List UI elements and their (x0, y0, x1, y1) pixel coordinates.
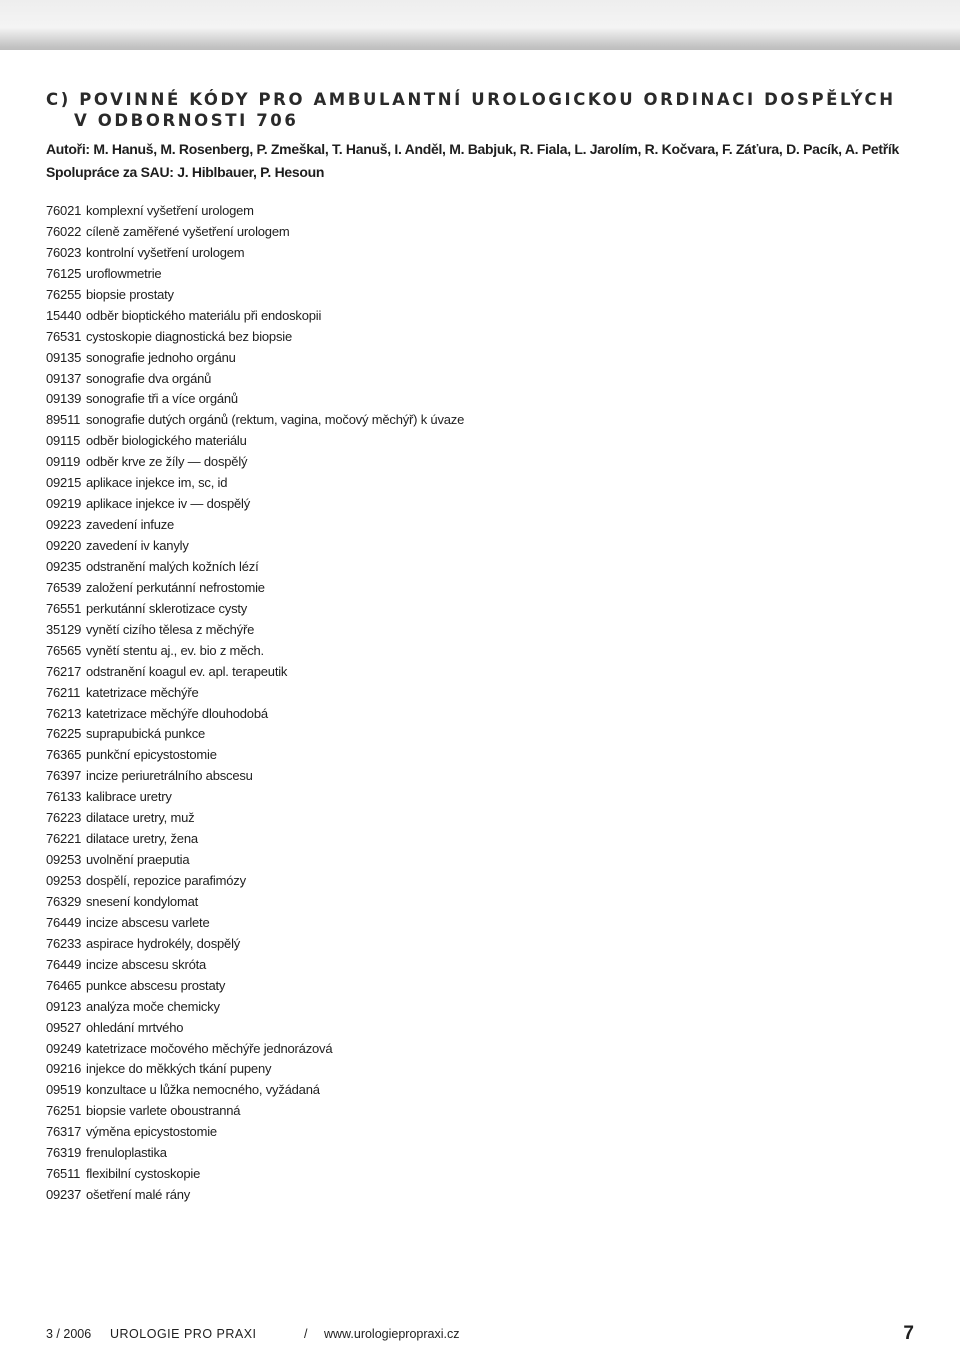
section-title-line-2: V ODBORNOSTI 706 (74, 111, 299, 130)
code-row (46, 536, 926, 557)
procedure-code: 76021 (46, 203, 82, 218)
procedure-code: 76317 (46, 1124, 82, 1140)
procedure-description: injekce do měkkých tkání pupeny (86, 1061, 272, 1077)
procedure-code: 76319 (46, 1145, 82, 1161)
procedure-description: ohledání mrtvého (86, 1019, 184, 1035)
procedure-code: 76255 (46, 286, 82, 302)
procedure-code: 09220 (46, 538, 82, 553)
code-row (46, 1164, 926, 1185)
procedure-description: odběr krve ze žíly — dospělý (86, 454, 248, 470)
procedure-code: 76449 (46, 914, 82, 930)
procedure-code: 76551 (46, 600, 82, 616)
section-title-line-1: C) POVINNÉ KÓDY PRO AMBULANTNÍ UROLOGICKOU ORDINACI DOSPĚLÝCH (46, 90, 896, 109)
procedure-code: 76225 (46, 726, 82, 742)
procedure-description: založení perkutánní nefrostomie (86, 579, 265, 595)
procedure-code: 76233 (46, 935, 82, 951)
procedure-description: suprapubická punkce (86, 726, 206, 742)
procedure-code: 09139 (46, 391, 82, 407)
procedure-description: punkce abscesu prostaty (86, 977, 226, 993)
procedure-code: 76223 (46, 810, 82, 826)
procedure-description: odběr biologického materiálu (86, 433, 247, 449)
code-row (46, 285, 926, 306)
code-row (46, 452, 926, 473)
procedure-description: sonografie dva orgánů (86, 370, 212, 386)
procedure-code: 76449 (46, 956, 82, 972)
footer-journal: UROLOGIE PRO PRAXI (110, 1327, 257, 1341)
code-row (46, 1018, 926, 1039)
procedure-code: 09123 (46, 998, 82, 1014)
procedure-code: 76465 (46, 977, 82, 993)
header-band (0, 0, 960, 50)
code-row (46, 745, 926, 766)
procedure-description: výměna epicystostomie (86, 1124, 217, 1140)
code-row (46, 1059, 926, 1080)
code-row (46, 1122, 926, 1143)
procedure-code: 09519 (46, 1082, 82, 1098)
code-row (46, 369, 926, 390)
procedure-description: dilatace uretry, žena (86, 831, 198, 847)
code-row (46, 557, 926, 578)
procedure-description: aplikace injekce im, sc, id (86, 475, 228, 491)
procedure-code: 35129 (46, 621, 82, 637)
procedure-code: 76565 (46, 642, 82, 658)
procedure-code: 15440 (46, 307, 82, 323)
procedure-description: kalibrace uretry (86, 789, 172, 805)
code-row (46, 641, 926, 662)
code-row (46, 494, 926, 515)
procedure-description: aplikace injekce iv — dospělý (86, 496, 251, 512)
code-row (46, 871, 926, 892)
code-row (46, 1101, 926, 1122)
procedure-code: 76511 (46, 1166, 81, 1182)
procedure-code: 09253 (46, 852, 82, 868)
procedure-description: incize abscesu skróta (86, 956, 207, 972)
procedure-description: sonografie tři a více orgánů (86, 391, 238, 407)
code-row (46, 704, 926, 725)
procedure-description: flexibilní cystoskopie (86, 1166, 201, 1182)
procedure-code: 76211 (46, 684, 81, 700)
authors-block (46, 138, 926, 184)
code-row (46, 599, 926, 620)
procedure-code: 76365 (46, 747, 82, 763)
code-row (46, 1039, 926, 1060)
procedure-description: biopsie prostaty (86, 286, 174, 302)
procedure-code: 76133 (46, 789, 82, 805)
code-row (46, 724, 926, 745)
code-row (46, 976, 926, 997)
procedure-code: 76221 (46, 831, 82, 847)
procedure-description: odstranění koagul ev. apl. terapeutik (86, 663, 288, 679)
procedure-code: 09115 (46, 433, 81, 449)
procedure-description: biopsie varlete oboustranná (86, 1103, 241, 1119)
procedure-code: 76251 (46, 1103, 82, 1119)
section-title (46, 89, 926, 131)
code-row (46, 473, 926, 494)
procedure-description: incize periuretrálního abscesu (86, 768, 253, 784)
footer-url-link[interactable]: www.urologiepropraxi.cz (324, 1327, 460, 1341)
code-row (46, 327, 926, 348)
code-row (46, 913, 926, 934)
code-row (46, 850, 926, 871)
procedure-description: incize abscesu varlete (86, 914, 210, 930)
procedure-code: 76531 (46, 328, 82, 344)
code-row (46, 662, 926, 683)
page-footer (46, 1323, 914, 1344)
procedure-description: katetrizace měchýře dlouhodobá (86, 705, 268, 721)
procedure-code: 09135 (46, 349, 82, 365)
procedure-description: komplexní vyšetření urologem (86, 203, 254, 218)
procedure-code: 76125 (46, 265, 82, 281)
procedure-code: 89511 (46, 412, 81, 428)
page-number: 7 (903, 1323, 914, 1344)
procedure-description: cíleně zaměřené vyšetření urologem (86, 223, 290, 239)
authors-line: Autoři: M. Hanuš, M. Rosenberg, P. Zmeškal, T. Hanuš, I. Anděl, M. Babjuk, R. Fiala, L. Jarolím, R. Kočvara, F. Záťura, D. Pacík, A. Petřík (46, 141, 899, 157)
procedure-code: 76539 (46, 579, 82, 595)
procedure-description: odběr bioptického materiálu při endoskopii (86, 307, 322, 323)
procedure-description: dilatace uretry, muž (86, 810, 195, 826)
procedure-description: analýza moče chemicky (86, 998, 220, 1014)
procedure-code: 09215 (46, 475, 82, 491)
procedure-code: 09235 (46, 558, 82, 574)
procedure-description: katetrizace měchýře (86, 684, 199, 700)
code-row (46, 264, 926, 285)
code-row (46, 243, 926, 264)
code-row (46, 410, 926, 431)
procedure-code: 76022 (46, 223, 82, 239)
code-row (46, 515, 926, 536)
procedure-code: 09137 (46, 370, 82, 386)
procedure-description: frenuloplastika (86, 1145, 167, 1161)
procedure-description: cystoskopie diagnostická bez biopsie (86, 328, 292, 344)
code-row (46, 1185, 926, 1206)
procedure-description: kontrolní vyšetření urologem (86, 244, 245, 260)
procedure-description: vynětí stentu aj., ev. bio z měch. (86, 642, 264, 658)
code-row (46, 892, 926, 913)
procedure-code: 09249 (46, 1040, 82, 1056)
code-row (46, 222, 926, 243)
code-row (46, 620, 926, 641)
procedure-code: 09253 (46, 873, 82, 888)
procedure-description: uvolnění praeputia (86, 852, 190, 868)
code-row (46, 306, 926, 327)
procedure-code: 09223 (46, 517, 82, 533)
procedure-description: sonografie jednoho orgánu (86, 349, 236, 365)
procedure-description: uroflowmetrie (86, 265, 162, 281)
code-row (46, 201, 926, 222)
procedure-description: aspirace hydrokély, dospělý (86, 935, 241, 951)
procedure-description: punkční epicystostomie (86, 747, 217, 763)
procedure-description: perkutánní sklerotizace cysty (86, 600, 248, 616)
code-row (46, 766, 926, 787)
procedure-code: 09216 (46, 1061, 82, 1077)
procedure-code: 76397 (46, 768, 82, 784)
procedure-code: 76023 (46, 244, 82, 260)
code-row (46, 578, 926, 599)
procedure-description: katetrizace močového měchýře jednorázová (86, 1040, 333, 1056)
procedure-code: 09119 (46, 454, 81, 470)
procedure-description: snesení kondylomat (86, 893, 199, 909)
code-row (46, 683, 926, 704)
code-row (46, 431, 926, 452)
procedure-description: konzultace u lůžka nemocného, vyžádaná (86, 1082, 320, 1098)
code-row (46, 808, 926, 829)
code-row (46, 389, 926, 410)
procedure-code: 09219 (46, 496, 82, 512)
code-row (46, 955, 926, 976)
procedure-description: odstranění malých kožních lézí (86, 558, 259, 574)
code-row (46, 829, 926, 850)
cooperation-line: Spolupráce za SAU: J. Hiblbauer, P. Hesoun (46, 164, 325, 180)
procedure-code: 76329 (46, 893, 82, 909)
procedure-code: 76217 (46, 663, 82, 679)
procedure-code: 09237 (46, 1187, 82, 1203)
procedure-description: dospělí, repozice parafimózy (86, 873, 246, 888)
code-row (46, 934, 926, 955)
footer-issue: 3 / 2006 (46, 1327, 92, 1341)
procedure-code: 09527 (46, 1019, 82, 1035)
procedure-code: 76213 (46, 705, 82, 721)
procedure-description: sonografie dutých orgánů (rektum, vagina, močový měchýř) k úvaze (86, 412, 465, 428)
code-row (46, 997, 926, 1018)
procedure-description: ošetření malé rány (86, 1187, 191, 1203)
procedure-description: vynětí cizího tělesa z měchýře (86, 621, 255, 637)
code-row (46, 348, 926, 369)
procedure-description: zavedení infuze (86, 517, 175, 533)
code-list (46, 201, 926, 1206)
code-row (46, 787, 926, 808)
code-row (46, 1143, 926, 1164)
procedure-description: zavedení iv kanyly (86, 538, 189, 553)
code-row (46, 1080, 926, 1101)
footer-separator: / (304, 1327, 308, 1341)
